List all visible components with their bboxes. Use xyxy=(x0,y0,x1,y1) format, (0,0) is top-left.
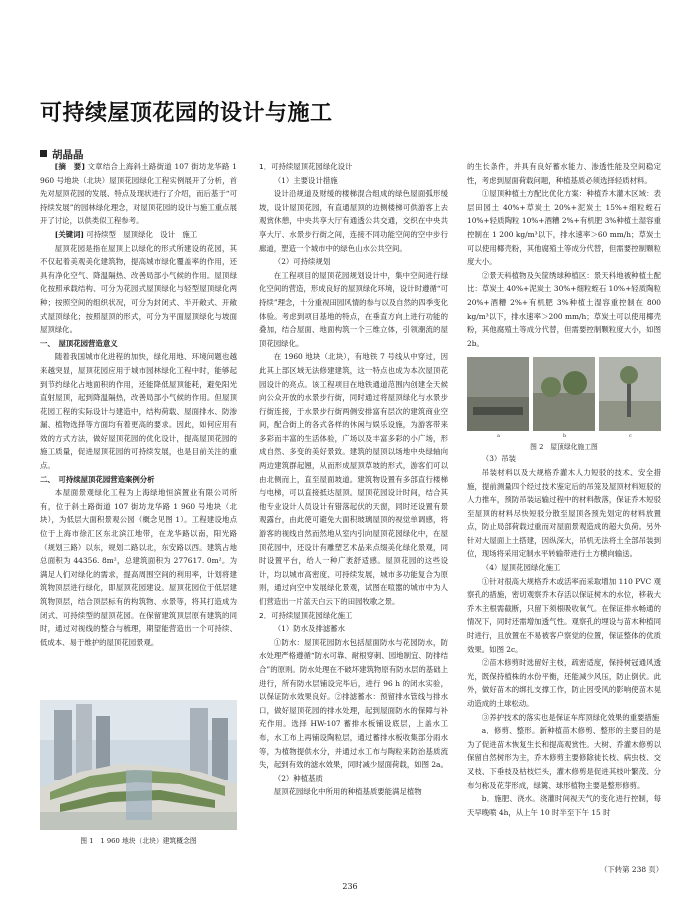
svg-text:c: c xyxy=(629,433,632,437)
paragraph: 本屋面景观绿化工程为上海绿地恒滨置业有限公司所有，位于斜土路街道 107 街坊龙华路 1 960 号地块（北块），为低层大面积景观公园（概念见图 1）。工程建设地点位于上海市徐汇区东北滨江地带，在龙华路以南，阳光路（规划三路）以东，规划二路以北，东安路以西。建筑占地总面积为 44356. 8m²，总建筑面积为 277617. 0m²。为满足人们对绿化的需求，提高周围空间的利用率，计划将建筑物顶层进行绿化，即屋顶花园建设。屋顶花园位于低层建筑物顶层，结合顶层标有的构筑物、水景等，将其打造成为闭式、可持续型的屋顶花园。在保留建筑顶层原有建筑的同时，通过对视线的整合与梳理，期望能营造出一个可持续、低成本、易于维护的屋顶花园景观。 xyxy=(40,488,237,647)
paragraph: ①防水：屋顶花园防水包括屋面防水与花园防水，防水处理严格遵循“防水可靠、耐根穿刺、园地制宜、防排结合”的原则。防水处理在不破坏建筑物原有防水层的基础上进行，所有防水层铺设完毕后，进行 96 h 的闭水实验，以保证防水效果良好。②排滤蓄水：预留排水管线与排水口，做好屋顶花园的排水处理，起到屋面防水的保障与补充作用。选择 HW-107 蓄排水板铺设底层，上盖水工布，水工布上再铺设陶粒层，通过蓄排水板收集部分雨水等，为植物提供水分，并通过水工布与陶粒来防治基质流失，起到有效的滤水效果，同时减少屋面荷载，如图 2a。 xyxy=(259,637,448,770)
column-2 xyxy=(259,160,448,799)
intro-paragraph: 屋顶花园是指在屋顶上以绿化的形式所建设的花园，其不仅起着美观美化建筑物，提高城市绿化覆盖率的作用，还具有净化空气、降温隔热、改善局部小气候的作用。屋顶绿化按照承载结构、可分为花园式屋顶绿化与轻型屋顶绿化两种；按照空间的组织状况，可分为封闭式、半开敞式、开敞式屋顶绿化；按照屋顶的形式，可分为平面屋顶绿化与坡面屋顶绿化。 xyxy=(40,243,237,335)
section-heading: 2．可持续屋顶花园绿化施工 xyxy=(259,610,353,620)
section-heading: 一、 屋顶花园营造意义 xyxy=(40,338,118,348)
construction-photos-image xyxy=(467,357,661,437)
column-3 xyxy=(467,160,661,819)
column-1 xyxy=(40,160,237,649)
continued-note: （下转第 238 页） xyxy=(600,865,664,874)
paragraph: 的生长条件，并具有良好蓄水能力、渗透性能及空间稳定性，考虑到屋面荷载问题，种植基质必须选择轻质材料。 xyxy=(467,162,661,185)
abstract xyxy=(40,160,237,228)
paragraph: 吊装材料以及大规格乔灌木人力短驳的技术、安全措施，提前测量四个经过技术鉴定后的吊笼及屋顶材料短驳的人力推车，预防吊装运输过程中的材料散落，保证乔木短驳至屋顶的材料尽快短驳分散至屋顶各预先划定的材料放置点，防止局部荷载过重而对屋面景观造成的超大负荷。另外针对大屋面上土搭建，因纵深大，吊机无法将土全部吊装到位，现场将采用定制水平转输带进行土方横向输送。 xyxy=(467,467,661,559)
article-title: 可持续屋顶花园的设计与施工 xyxy=(40,101,333,126)
page-number: 236 xyxy=(342,882,358,891)
subheading: （2）种植基质 xyxy=(273,773,323,783)
section-heading: 1．可持续屋顶花园绿化设计 xyxy=(259,162,353,171)
paragraph: ②苗木修剪时选留好主枝，疏密适度，保持树冠通风透光，既保持植株的水份平衡，还能减少风压，防止倒伏。此外，做好苗木的绑扎支撑工作，防止因受风的影响使苗木晃动造成的土球松动。 xyxy=(467,658,661,708)
paragraph: 在工程项目的屋顶花园规划设计中，集中空间进行绿化空间的营造，形成良好的屋顶绿化环境，设计时遵循“可持续”理念，十分重视田园风情的参与以及自然的四季变化体验。考虑到项目基地的特点，在垂直方向上进行功能的叠加，结合屋面、地面构筑一个三维立体，引领潮流的屋顶花园绿化。 xyxy=(259,270,448,348)
figure-1-building-concept xyxy=(40,700,237,830)
subheading: （4）屋顶花园绿化施工 xyxy=(481,563,561,573)
svg-text:b: b xyxy=(563,433,567,437)
abstract-label: [摘 要] xyxy=(54,162,85,171)
figure-2-construction-photos xyxy=(467,357,661,447)
paragraph: ①屋顶种植土方配比优化方案：种植乔木灌木区域：表层田园土 40%+草炭土 20%+泥炭土 15%+细粒蛭石 10%+轻质陶粒 10%+酒糟 2%+有机肥 3%种植土湿容重控制在 1 200 kg/m³以下，排水速率＞60 mm/h；草炭土可以使用椰壳粉，其他腐殖土等成分代替，但需要控制颗粒度大小。 xyxy=(467,189,661,267)
keywords-text: 可持续型 屋顶绿化 设计 施工 xyxy=(86,229,198,239)
svg-text:a: a xyxy=(497,433,500,437)
section-heading: 二、 可持续屋顶花园营造案例分析 xyxy=(40,474,155,484)
building-concept-image xyxy=(40,700,237,830)
keywords xyxy=(40,228,237,242)
paragraph: ③养护技术的落实也是保证车库顶绿化效果的重要措施 xyxy=(481,712,660,722)
abstract-text: 文章结合上海斜土路街道 107 街坊龙华路 1 960 号地块（北块）屋顶花园绿化工程实例展开了分析，首先对屋顶花园的发展、特点及现状进行了介绍，而后基于“可持续发展”的园林绿化理念，对屋顶花园的设计与施工重点展开了讨论，以供类似工程参考。 xyxy=(40,162,237,226)
paragraph: ①针对很高大规格乔木或活率而采取增加 110 PVC 观察孔的措施，密切观察乔木存活以保证树木的水位，移栽大乔木主根需截断，只留下须根吸收氧气。在保证排水畅通的情况下，同时还需增加透气性。观察孔的埋设与苗木种植同时进行，且放置在不易被客户察觉的位置，保证整体的优质效果。如图 2c。 xyxy=(467,576,661,654)
paragraph: 屋顶花园绿化中所用的种植基质要能满足植物 xyxy=(273,787,422,797)
subheading: （1）主要设计措施 xyxy=(273,175,338,185)
paragraph: b．施肥、浇水。浇灌时间视天气的变化进行控制，每天早晚喷 4h，从上午 10 时半至下午 15 时 xyxy=(467,794,661,817)
paragraph: ②景天科植物及矢筐绣球种植区：景天科地被种植土配比：草炭土 40%+泥炭土 30%+细粒蛭石 10%+轻质陶粒 20%+酒糟 2%+有机肥 3%种植土湿容重控制在 800 kg/m³以下，排水速率＞200 mm/h；草炭土可以使用椰壳粉，其他腐殖土等成分代替，但需要控制颗粒度大小，如图 2b。 xyxy=(467,270,661,348)
paragraph: a．修剪、整形。新种植苗木修剪、整形的主要目的是为了促进苗木恢复生长和提高观赏性。大树、乔灌木修剪以保留自然树形为主，乔木修剪主要修除徒长枝、病虫枝、交叉枝、下垂枝及枯枝烂头，灌木修剪是促进其枝叶繁茂、分布匀称及花芽形成，绿篱、球形植物主要是整形修剪。 xyxy=(467,726,661,790)
figure-1-caption: 图 1 1 960 地块（北块）建筑概念图 xyxy=(80,837,197,845)
subheading: （1）防水及排滤蓄水 xyxy=(273,624,346,634)
author-name: 胡晶晶 xyxy=(52,149,84,161)
figure-2-caption: 图 2 屋顶绿化施工图 xyxy=(530,443,598,451)
keywords-label: [关键词] xyxy=(54,229,84,239)
square-bullet-icon xyxy=(40,150,47,157)
paragraph: 设计沿规道及财缓的楼梯混合组成的绿色屋面弧形缓坡，设计屋顶花园，有直通屋顶的边侧楼梯可供游客上去观赏休憩，中央共享大厅有通透公共交通，交织在中央共享大厅、水景步行街之间，连接不同功能空间的空中步行廊道，塑造一个城市中的绿色山水公共空间。 xyxy=(259,189,448,253)
paragraph: 在 1960 地块（北块），有地铁 7 号线从中穿过，因此其上部区域无法修建建筑，这一特点也成为本次屋顶花园设计的亮点。该工程项目在地铁通道范围内创建全天候向公众开放的水景步行街，同时通过将屋顶绿化与水景步行街连接，于水景步行街两侧安排富有层次的建筑商业空间，配合街上的各式各样的休闲与娱乐设施，为游客带来多彩而丰富的生活体验，广场以及丰富多彩的小广场，形成自然、多变的美好景致。建筑的屋顶以场地中央绿轴向两边建筑群起翘，从而形成屋顶草坡的形式，游客们可以由北侧而上，直至屋面坡道。建筑物设置有多部直行楼梯与电梯，可以直接抵达屋顶。屋顶花园设计时间，结合其他专业设计人员设计有错落起伏的天窗，同时还设置有景观露台，由此使可避免大面积玻璃屋顶的视觉单调感，将游客的视线自然而然地从室内引向屋顶花园绿化中，在屋顶花园中，还设计有雕塑艺术品来点缀美化绿化景观，同时设置平台，给人一种广袤舒适感。屋顶花园的这些设计，均以城市高密度、可持续发展，城市多功能复合为原则，通过向空中发展绿化景观，试图在喧嚣的城市中为人们营造出一片蓝天白云下的田园牧歌之景。 xyxy=(259,352,448,606)
subheading: （2）可持续规划 xyxy=(273,257,331,267)
subheading: （3）吊装 xyxy=(481,454,517,464)
paragraph: 随着我国城市化进程的加快，绿化用地、环境问题也越来越突显，屋顶花园应用于城市园林绿化工程中时，能够起到节约绿化占地面积的作用，还能降低屋顶能耗，避免阳光直射屋顶，起到降温隔热，改善局部小气候的作用。但屋顶花园工程的实际设计与建造中，结构荷载、屋面排水、防渗漏、植物选择等方面均有着更高的要求。因此，如何应用有效的方式方法，做好屋顶花园的优化设计，提高屋顶花园的施工质量，促进屋顶花园的可持续发展，也是目前关注的重点。 xyxy=(40,352,237,471)
